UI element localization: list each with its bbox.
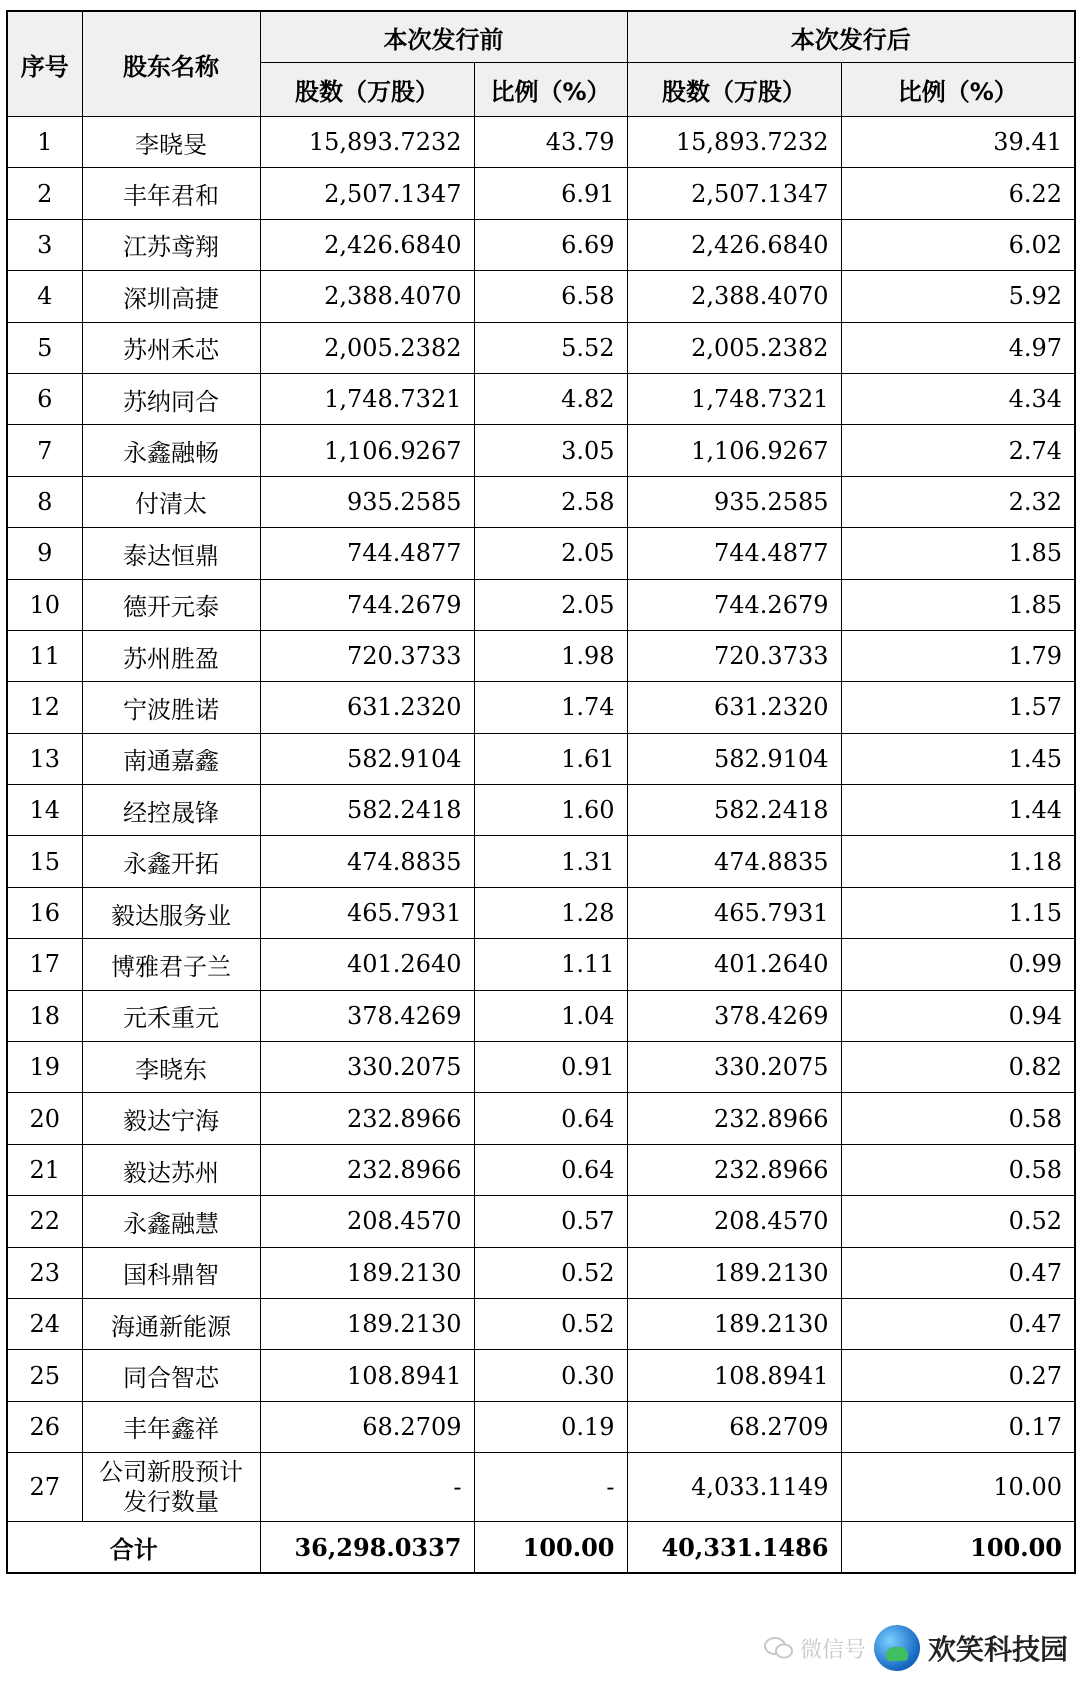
row-ratio-after: 2.74 bbox=[841, 425, 1075, 476]
row-shares-before: 935.2585 bbox=[260, 476, 474, 527]
row-ratio-after: 0.27 bbox=[841, 1350, 1075, 1401]
row-shares-before: 232.8966 bbox=[260, 1093, 474, 1144]
header-index: 序号 bbox=[7, 11, 82, 117]
table-row bbox=[7, 1401, 1075, 1452]
row-shares-after: 401.2640 bbox=[627, 939, 841, 990]
row-ratio-before: 3.05 bbox=[474, 425, 627, 476]
row-shares-after: 2,426.6840 bbox=[627, 219, 841, 270]
watermark-wechat bbox=[764, 1633, 866, 1664]
table-row bbox=[7, 836, 1075, 887]
table-row bbox=[7, 1042, 1075, 1093]
row-ratio-after: 0.94 bbox=[841, 990, 1075, 1041]
row-shares-before: 189.2130 bbox=[260, 1247, 474, 1298]
row-shares-after: 582.2418 bbox=[627, 785, 841, 836]
row-shares-before: 208.4570 bbox=[260, 1196, 474, 1247]
row-ratio-before: 1.04 bbox=[474, 990, 627, 1041]
watermark-brand: 欢笑科技园 bbox=[927, 1633, 1068, 1666]
row-ratio-before: 0.52 bbox=[474, 1298, 627, 1349]
row-name: 泰达恒鼎 bbox=[82, 528, 260, 579]
row-ratio-after: 4.34 bbox=[841, 373, 1075, 424]
row-shares-before: 1,106.9267 bbox=[260, 425, 474, 476]
total-ratio-before: 100.00 bbox=[474, 1522, 627, 1574]
row-name: 德开元泰 bbox=[82, 579, 260, 630]
row-ratio-before: 1.60 bbox=[474, 785, 627, 836]
row-ratio-after: 1.18 bbox=[841, 836, 1075, 887]
row-name: 经控晟锋 bbox=[82, 785, 260, 836]
row-shares-after: 108.8941 bbox=[627, 1350, 841, 1401]
row-ratio-before: 0.64 bbox=[474, 1093, 627, 1144]
row-shares-before: 631.2320 bbox=[260, 682, 474, 733]
row-shares-after: 378.4269 bbox=[627, 990, 841, 1041]
row-shares-before: 232.8966 bbox=[260, 1144, 474, 1195]
row-ratio-after: 1.85 bbox=[841, 579, 1075, 630]
row-name: 丰年君和 bbox=[82, 168, 260, 219]
row-ratio-after: 0.99 bbox=[841, 939, 1075, 990]
row-shares-after: 2,507.1347 bbox=[627, 168, 841, 219]
row-ratio-after: 6.02 bbox=[841, 219, 1075, 270]
table-row bbox=[7, 682, 1075, 733]
table-body bbox=[7, 117, 1075, 1574]
row-shares-after: 189.2130 bbox=[627, 1298, 841, 1349]
row-shares-after: 232.8966 bbox=[627, 1093, 841, 1144]
row-name bbox=[82, 1453, 260, 1522]
row-name: 国科鼎智 bbox=[82, 1247, 260, 1298]
row-ratio-before: 6.91 bbox=[474, 168, 627, 219]
total-shares-before: 36,298.0337 bbox=[260, 1522, 474, 1574]
row-ratio-after: 0.58 bbox=[841, 1144, 1075, 1195]
header-group-before: 本次发行前 bbox=[260, 11, 627, 63]
row-shares-after: 935.2585 bbox=[627, 476, 841, 527]
row-shares-after: 474.8835 bbox=[627, 836, 841, 887]
row-name: 李晓旻 bbox=[82, 117, 260, 168]
row-name: 苏州禾芯 bbox=[82, 322, 260, 373]
row-ratio-before: - bbox=[474, 1453, 627, 1522]
row-index: 8 bbox=[7, 476, 82, 527]
row-ratio-before: 5.52 bbox=[474, 322, 627, 373]
row-index: 1 bbox=[7, 117, 82, 168]
row-shares-before: - bbox=[260, 1453, 474, 1522]
table-row bbox=[7, 168, 1075, 219]
row-ratio-after: 0.58 bbox=[841, 1093, 1075, 1144]
total-ratio-after: 100.00 bbox=[841, 1522, 1075, 1574]
row-index: 14 bbox=[7, 785, 82, 836]
row-index: 18 bbox=[7, 990, 82, 1041]
header-ratio-before: 比例（%） bbox=[474, 63, 627, 117]
row-name-line: 公司新股预计 bbox=[99, 1458, 243, 1487]
row-shares-before: 2,507.1347 bbox=[260, 168, 474, 219]
table-row bbox=[7, 322, 1075, 373]
row-ratio-after: 4.97 bbox=[841, 322, 1075, 373]
row-shares-after: 631.2320 bbox=[627, 682, 841, 733]
row-name: 苏州胜盈 bbox=[82, 630, 260, 681]
header-name: 股东名称 bbox=[82, 11, 260, 117]
row-shares-after: 2,005.2382 bbox=[627, 322, 841, 373]
row-name: 江苏鸢翔 bbox=[82, 219, 260, 270]
row-shares-after: 330.2075 bbox=[627, 1042, 841, 1093]
row-index: 24 bbox=[7, 1298, 82, 1349]
row-ratio-before: 1.98 bbox=[474, 630, 627, 681]
shareholder-table-container bbox=[6, 10, 1074, 1574]
row-ratio-after: 10.00 bbox=[841, 1453, 1075, 1522]
header-shares-after: 股数（万股） bbox=[627, 63, 841, 117]
row-name: 宁波胜诺 bbox=[82, 682, 260, 733]
table-row bbox=[7, 1196, 1075, 1247]
row-shares-after: 15,893.7232 bbox=[627, 117, 841, 168]
row-ratio-after: 1.15 bbox=[841, 887, 1075, 938]
total-shares-after: 40,331.1486 bbox=[627, 1522, 841, 1574]
row-shares-before: 2,388.4070 bbox=[260, 271, 474, 322]
table-row bbox=[7, 425, 1075, 476]
row-index: 10 bbox=[7, 579, 82, 630]
brand-logo-icon bbox=[874, 1625, 920, 1671]
row-shares-before: 108.8941 bbox=[260, 1350, 474, 1401]
row-name: 毅达服务业 bbox=[82, 887, 260, 938]
row-ratio-before: 0.91 bbox=[474, 1042, 627, 1093]
watermark-wechat-text: 微信号 bbox=[799, 1637, 866, 1663]
table-row bbox=[7, 579, 1075, 630]
row-name: 毅达苏州 bbox=[82, 1144, 260, 1195]
row-index: 9 bbox=[7, 528, 82, 579]
row-index: 25 bbox=[7, 1350, 82, 1401]
row-name: 付清太 bbox=[82, 476, 260, 527]
row-shares-after: 1,748.7321 bbox=[627, 373, 841, 424]
header-shares-before: 股数（万股） bbox=[260, 63, 474, 117]
table-row bbox=[7, 1093, 1075, 1144]
row-index: 26 bbox=[7, 1401, 82, 1452]
row-ratio-after: 0.47 bbox=[841, 1298, 1075, 1349]
row-ratio-before: 1.31 bbox=[474, 836, 627, 887]
row-shares-before: 189.2130 bbox=[260, 1298, 474, 1349]
table-row bbox=[7, 373, 1075, 424]
table-row bbox=[7, 785, 1075, 836]
table-row bbox=[7, 1350, 1075, 1401]
row-ratio-before: 0.52 bbox=[474, 1247, 627, 1298]
row-name: 苏纳同合 bbox=[82, 373, 260, 424]
row-ratio-after: 0.52 bbox=[841, 1196, 1075, 1247]
wechat-icon bbox=[764, 1636, 794, 1660]
row-shares-after: 232.8966 bbox=[627, 1144, 841, 1195]
row-index: 23 bbox=[7, 1247, 82, 1298]
row-ratio-before: 2.05 bbox=[474, 528, 627, 579]
row-index: 16 bbox=[7, 887, 82, 938]
row-index: 3 bbox=[7, 219, 82, 270]
row-ratio-after: 1.45 bbox=[841, 733, 1075, 784]
table-row bbox=[7, 939, 1075, 990]
table-row bbox=[7, 1144, 1075, 1195]
row-shares-after: 720.3733 bbox=[627, 630, 841, 681]
row-ratio-after: 1.44 bbox=[841, 785, 1075, 836]
row-index: 19 bbox=[7, 1042, 82, 1093]
row-ratio-after: 39.41 bbox=[841, 117, 1075, 168]
header-group-after: 本次发行后 bbox=[627, 11, 1075, 63]
row-shares-before: 401.2640 bbox=[260, 939, 474, 990]
row-ratio-before: 2.05 bbox=[474, 579, 627, 630]
row-shares-after: 4,033.1149 bbox=[627, 1453, 841, 1522]
row-name: 海通新能源 bbox=[82, 1298, 260, 1349]
row-name: 南通嘉鑫 bbox=[82, 733, 260, 784]
table-row bbox=[7, 733, 1075, 784]
row-shares-after: 1,106.9267 bbox=[627, 425, 841, 476]
header-ratio-after: 比例（%） bbox=[841, 63, 1075, 117]
row-ratio-before: 4.82 bbox=[474, 373, 627, 424]
row-index: 4 bbox=[7, 271, 82, 322]
row-shares-after: 465.7931 bbox=[627, 887, 841, 938]
row-shares-before: 1,748.7321 bbox=[260, 373, 474, 424]
row-name: 永鑫融畅 bbox=[82, 425, 260, 476]
row-name: 元禾重元 bbox=[82, 990, 260, 1041]
table-row bbox=[7, 1453, 1075, 1522]
row-shares-after: 68.2709 bbox=[627, 1401, 841, 1452]
row-name: 博雅君子兰 bbox=[82, 939, 260, 990]
row-ratio-before: 2.58 bbox=[474, 476, 627, 527]
row-shares-before: 15,893.7232 bbox=[260, 117, 474, 168]
row-shares-before: 720.3733 bbox=[260, 630, 474, 681]
row-ratio-after: 2.32 bbox=[841, 476, 1075, 527]
row-shares-before: 2,426.6840 bbox=[260, 219, 474, 270]
row-ratio-before: 1.74 bbox=[474, 682, 627, 733]
row-ratio-before: 6.69 bbox=[474, 219, 627, 270]
row-index: 13 bbox=[7, 733, 82, 784]
row-shares-before: 582.2418 bbox=[260, 785, 474, 836]
row-shares-after: 582.9104 bbox=[627, 733, 841, 784]
row-name: 丰年鑫祥 bbox=[82, 1401, 260, 1452]
row-index: 27 bbox=[7, 1453, 82, 1522]
watermark bbox=[764, 1620, 1068, 1676]
row-index: 2 bbox=[7, 168, 82, 219]
row-index: 5 bbox=[7, 322, 82, 373]
row-index: 7 bbox=[7, 425, 82, 476]
row-name: 深圳高捷 bbox=[82, 271, 260, 322]
table-row bbox=[7, 630, 1075, 681]
table-row bbox=[7, 219, 1075, 270]
row-name: 毅达宁海 bbox=[82, 1093, 260, 1144]
row-ratio-before: 1.28 bbox=[474, 887, 627, 938]
row-shares-after: 189.2130 bbox=[627, 1247, 841, 1298]
row-shares-before: 2,005.2382 bbox=[260, 322, 474, 373]
row-ratio-before: 0.64 bbox=[474, 1144, 627, 1195]
row-name: 永鑫融慧 bbox=[82, 1196, 260, 1247]
table-row bbox=[7, 271, 1075, 322]
table-row bbox=[7, 1247, 1075, 1298]
row-ratio-after: 6.22 bbox=[841, 168, 1075, 219]
row-ratio-after: 1.85 bbox=[841, 528, 1075, 579]
row-shares-after: 744.2679 bbox=[627, 579, 841, 630]
row-ratio-before: 1.61 bbox=[474, 733, 627, 784]
row-index: 12 bbox=[7, 682, 82, 733]
total-label: 合计 bbox=[7, 1522, 260, 1574]
table-row bbox=[7, 1298, 1075, 1349]
row-ratio-before: 0.19 bbox=[474, 1401, 627, 1452]
row-ratio-after: 1.57 bbox=[841, 682, 1075, 733]
row-shares-before: 744.4877 bbox=[260, 528, 474, 579]
row-shares-before: 582.9104 bbox=[260, 733, 474, 784]
row-shares-before: 68.2709 bbox=[260, 1401, 474, 1452]
row-shares-before: 378.4269 bbox=[260, 990, 474, 1041]
row-ratio-after: 1.79 bbox=[841, 630, 1075, 681]
row-ratio-after: 0.82 bbox=[841, 1042, 1075, 1093]
total-row bbox=[7, 1522, 1075, 1574]
table-row bbox=[7, 528, 1075, 579]
row-name: 李晓东 bbox=[82, 1042, 260, 1093]
row-ratio-after: 0.17 bbox=[841, 1401, 1075, 1452]
row-ratio-after: 5.92 bbox=[841, 271, 1075, 322]
row-ratio-before: 0.57 bbox=[474, 1196, 627, 1247]
row-name: 同合智芯 bbox=[82, 1350, 260, 1401]
row-index: 22 bbox=[7, 1196, 82, 1247]
row-shares-after: 2,388.4070 bbox=[627, 271, 841, 322]
row-index: 6 bbox=[7, 373, 82, 424]
table-row bbox=[7, 476, 1075, 527]
table-row bbox=[7, 887, 1075, 938]
row-name: 永鑫开拓 bbox=[82, 836, 260, 887]
row-shares-before: 465.7931 bbox=[260, 887, 474, 938]
row-ratio-before: 1.11 bbox=[474, 939, 627, 990]
row-index: 15 bbox=[7, 836, 82, 887]
row-ratio-before: 43.79 bbox=[474, 117, 627, 168]
row-shares-after: 744.4877 bbox=[627, 528, 841, 579]
row-index: 11 bbox=[7, 630, 82, 681]
row-index: 21 bbox=[7, 1144, 82, 1195]
row-index: 17 bbox=[7, 939, 82, 990]
table-row bbox=[7, 990, 1075, 1041]
row-shares-before: 474.8835 bbox=[260, 836, 474, 887]
table-row bbox=[7, 117, 1075, 168]
row-index: 20 bbox=[7, 1093, 82, 1144]
row-name-line: 发行数量 bbox=[123, 1488, 219, 1517]
row-ratio-after: 0.47 bbox=[841, 1247, 1075, 1298]
row-shares-before: 330.2075 bbox=[260, 1042, 474, 1093]
shareholder-table bbox=[6, 10, 1076, 1574]
row-ratio-before: 6.58 bbox=[474, 271, 627, 322]
row-shares-before: 744.2679 bbox=[260, 579, 474, 630]
row-ratio-before: 0.30 bbox=[474, 1350, 627, 1401]
row-shares-after: 208.4570 bbox=[627, 1196, 841, 1247]
